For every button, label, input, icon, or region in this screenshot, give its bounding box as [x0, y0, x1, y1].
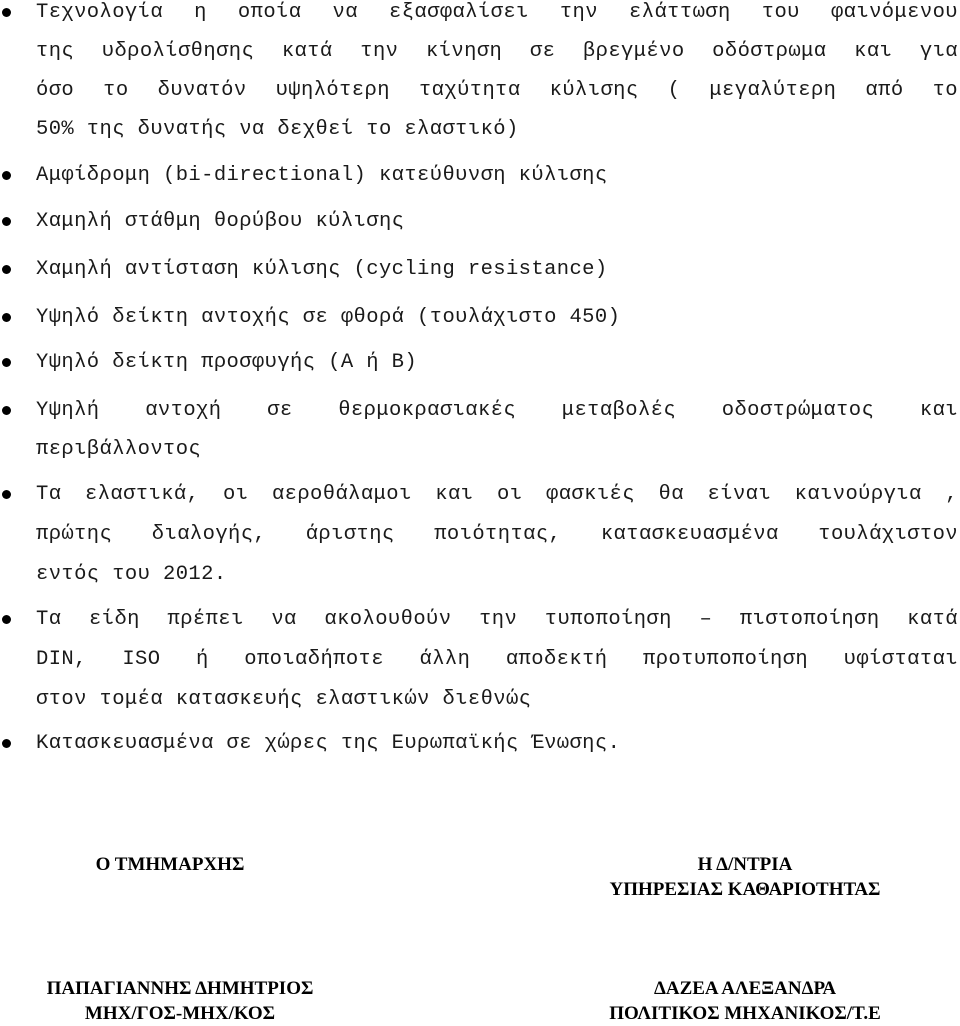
list-item-text: Τεχνολογία η οποία να εξασφαλίσει την ελάττωση του φαινόμενου [36, 1, 958, 24]
list-item-text: 50% της δυνατής να δεχθεί το ελαστικό) [36, 118, 519, 141]
list-item-text: Υψηλό δείκτη αντοχής σε φθορά (τουλάχιστο 450) [36, 306, 621, 329]
list-item-text: εντός του 2012. [36, 563, 227, 586]
right-signatory-title-line-2: ΥΠΗΡΕΣΙΑΣ ΚΑΘΑΡΙΟΤΗΤΑΣ [609, 879, 881, 900]
bullet-icon [2, 406, 11, 415]
list-item-text: πρώτης διαλογής, άριστης ποιότητας, κατασκευασμένα τουλάχιστον [36, 523, 958, 546]
left-signatory-title: Ο ΤΜΗΜΑΡΧΗΣ [95, 854, 245, 875]
list-item-text: Υψηλή αντοχή σε θερμοκρασιακές μεταβολές οδοστρώματος και [36, 399, 958, 422]
bullet-icon [2, 265, 11, 274]
right-signatory-role: ΠΟΛΙΤΙΚΟΣ ΜΗΧΑΝΙΚΟΣ/Τ.Ε [609, 1003, 881, 1024]
list-item-text: Τα ελαστικά, οι αεροθάλαμοι και οι φασκιές θα είναι καινούργια , [36, 483, 958, 506]
bullet-icon [2, 217, 11, 226]
list-item-text: DIN, ISO ή οποιαδήποτε άλλη αποδεκτή προτυποποίηση υφίσταται [36, 648, 958, 671]
bullet-icon [2, 171, 11, 180]
list-item-text: Χαμηλή αντίσταση κύλισης (cycling resistance) [36, 258, 608, 281]
list-item-text: περιβάλλοντος [36, 438, 202, 461]
list-item-text: στον τομέα κατασκευής ελαστικών διεθνώς [36, 688, 532, 711]
bullet-icon [2, 739, 11, 748]
left-signatory-role: ΜΗΧ/ΓΟΣ-ΜΗΧ/ΚΟΣ [84, 1003, 276, 1024]
bullet-icon [2, 615, 11, 624]
bullet-icon [2, 8, 11, 17]
list-item-text: Χαμηλή στάθμη θορύβου κύλισης [36, 210, 405, 233]
list-item-text: Κατασκευασμένα σε χώρες της Ευρωπαϊκής Ένωσης. [36, 732, 621, 755]
bullet-icon [2, 490, 11, 499]
list-item-text: Υψηλό δείκτη προσφυγής (A ή B) [36, 351, 418, 374]
bullet-icon [2, 313, 11, 322]
bullet-icon [2, 358, 11, 367]
list-item-text: Τα είδη πρέπει να ακολουθούν την τυποποίηση – πιστοποίηση κατά [36, 608, 958, 631]
left-signatory-name: ΠΑΠΑΓΙΑΝΝΗΣ ΔΗΜΗΤΡΙΟΣ [46, 978, 314, 999]
right-signatory-title-line-1: Η Δ/ΝΤΡΙΑ [697, 854, 793, 875]
list-item-text: όσο το δυνατόν υψηλότερη ταχύτητα κύλισης ( μεγαλύτερη από το [36, 79, 958, 102]
right-signatory-name: ΔΑΖΕΑ ΑΛΕΞΑΝΔΡΑ [653, 978, 837, 999]
list-item-text: της υδρολίσθησης κατά την κίνηση σε βρεγμένο οδόστρωμα και για [36, 40, 958, 63]
list-item-text: Αμφίδρομη (bi-directional) κατεύθυνση κύλισης [36, 164, 608, 187]
